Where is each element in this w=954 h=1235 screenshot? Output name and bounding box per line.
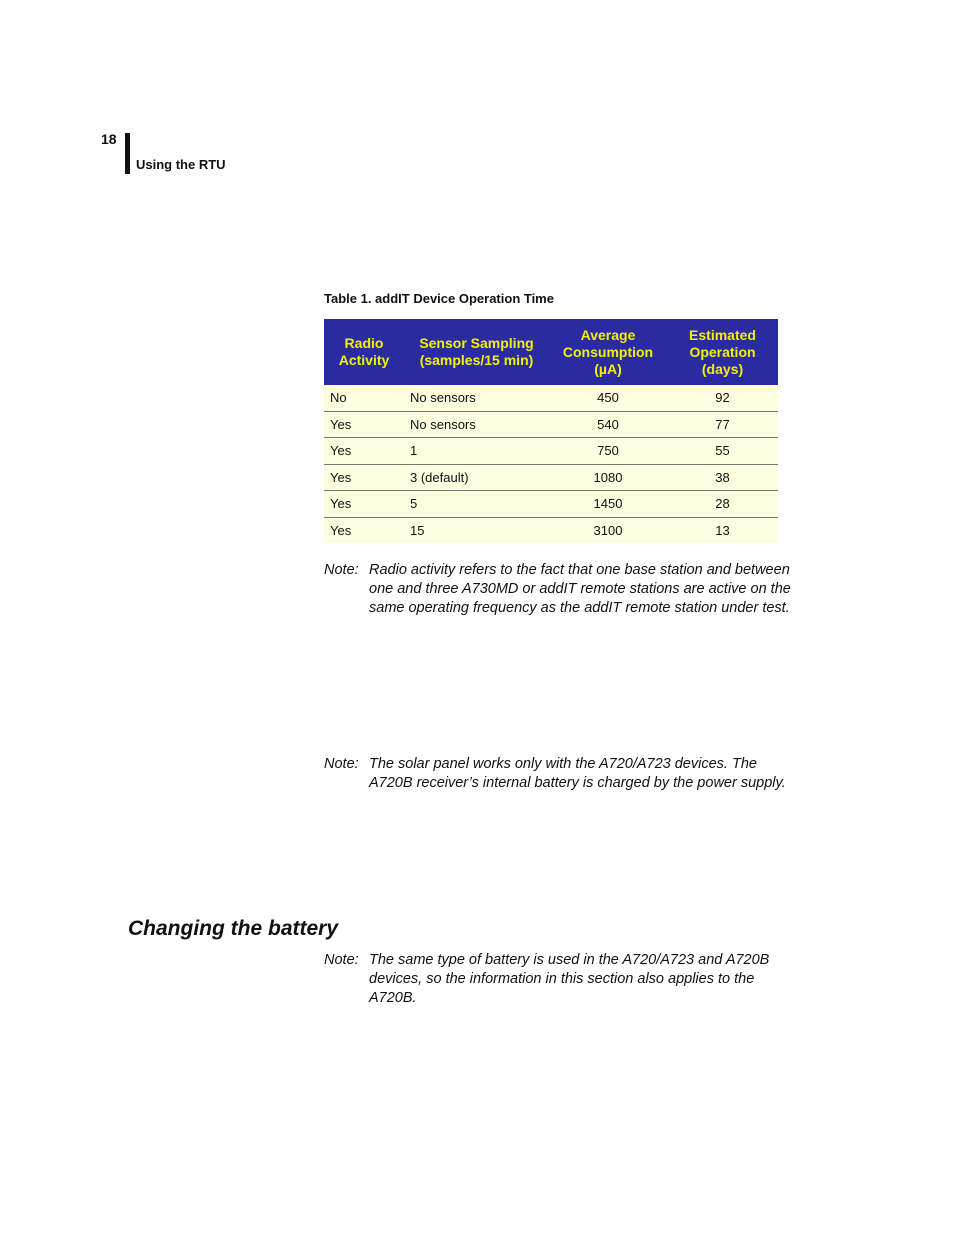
cell-average-consumption: 1450 bbox=[549, 491, 667, 518]
cell-radio-activity: No bbox=[324, 385, 404, 411]
table-row bbox=[324, 464, 778, 491]
cell-radio-activity: Yes bbox=[324, 438, 404, 465]
cell-estimated-operation: 92 bbox=[667, 385, 778, 411]
running-head: Using the RTU bbox=[136, 157, 226, 172]
cell-radio-activity: Yes bbox=[324, 491, 404, 518]
header-rule bbox=[125, 133, 130, 174]
note-text: Radio activity refers to the fact that one base station and between one and three A730MD or addIT remote stations are active on the same operating frequency as the addIT remote station under test. bbox=[369, 562, 791, 616]
table-row bbox=[324, 411, 778, 438]
cell-sensor-sampling: 15 bbox=[404, 517, 549, 543]
section-heading: Changing the battery bbox=[128, 917, 339, 940]
note-battery-type bbox=[324, 951, 794, 1008]
note-radio-activity bbox=[324, 561, 794, 618]
cell-estimated-operation: 55 bbox=[667, 438, 778, 465]
cell-radio-activity: Yes bbox=[324, 411, 404, 438]
cell-estimated-operation: 13 bbox=[667, 517, 778, 543]
note-solar-panel bbox=[324, 755, 794, 793]
cell-estimated-operation: 28 bbox=[667, 491, 778, 518]
cell-estimated-operation: 38 bbox=[667, 464, 778, 491]
note-label: Note: bbox=[324, 756, 359, 772]
note-label: Note: bbox=[324, 562, 359, 578]
table-row bbox=[324, 517, 778, 543]
note-text: The same type of battery is used in the A720/A723 and A720B devices, so the information in this section also applies to the A720B. bbox=[369, 952, 770, 1006]
cell-average-consumption: 3100 bbox=[549, 517, 667, 543]
cell-sensor-sampling: 3 (default) bbox=[404, 464, 549, 491]
cell-average-consumption: 1080 bbox=[549, 464, 667, 491]
note-label: Note: bbox=[324, 952, 359, 968]
table-caption: Table 1. addIT Device Operation Time bbox=[324, 291, 554, 306]
column-header-sensor-sampling: Sensor Sampling (samples/15 min) bbox=[404, 319, 549, 385]
table-row bbox=[324, 438, 778, 465]
cell-sensor-sampling: 1 bbox=[404, 438, 549, 465]
cell-radio-activity: Yes bbox=[324, 517, 404, 543]
cell-sensor-sampling: No sensors bbox=[404, 411, 549, 438]
cell-estimated-operation: 77 bbox=[667, 411, 778, 438]
operation-time-table bbox=[324, 319, 778, 543]
note-text: The solar panel works only with the A720/A723 devices. The A720B receiver’s internal battery is charged by the power supply. bbox=[369, 756, 786, 791]
column-header-estimated-operation: Estimated Operation (days) bbox=[667, 319, 778, 385]
column-header-radio-activity: Radio Activity bbox=[324, 319, 404, 385]
cell-average-consumption: 750 bbox=[549, 438, 667, 465]
cell-sensor-sampling: No sensors bbox=[404, 385, 549, 411]
cell-average-consumption: 450 bbox=[549, 385, 667, 411]
cell-radio-activity: Yes bbox=[324, 464, 404, 491]
column-header-average-consumption: Average Consumption (µA) bbox=[549, 319, 667, 385]
table-row bbox=[324, 385, 778, 411]
table-header-row bbox=[324, 319, 778, 385]
cell-average-consumption: 540 bbox=[549, 411, 667, 438]
page-number: 18 bbox=[101, 131, 117, 147]
cell-sensor-sampling: 5 bbox=[404, 491, 549, 518]
table-row bbox=[324, 491, 778, 518]
